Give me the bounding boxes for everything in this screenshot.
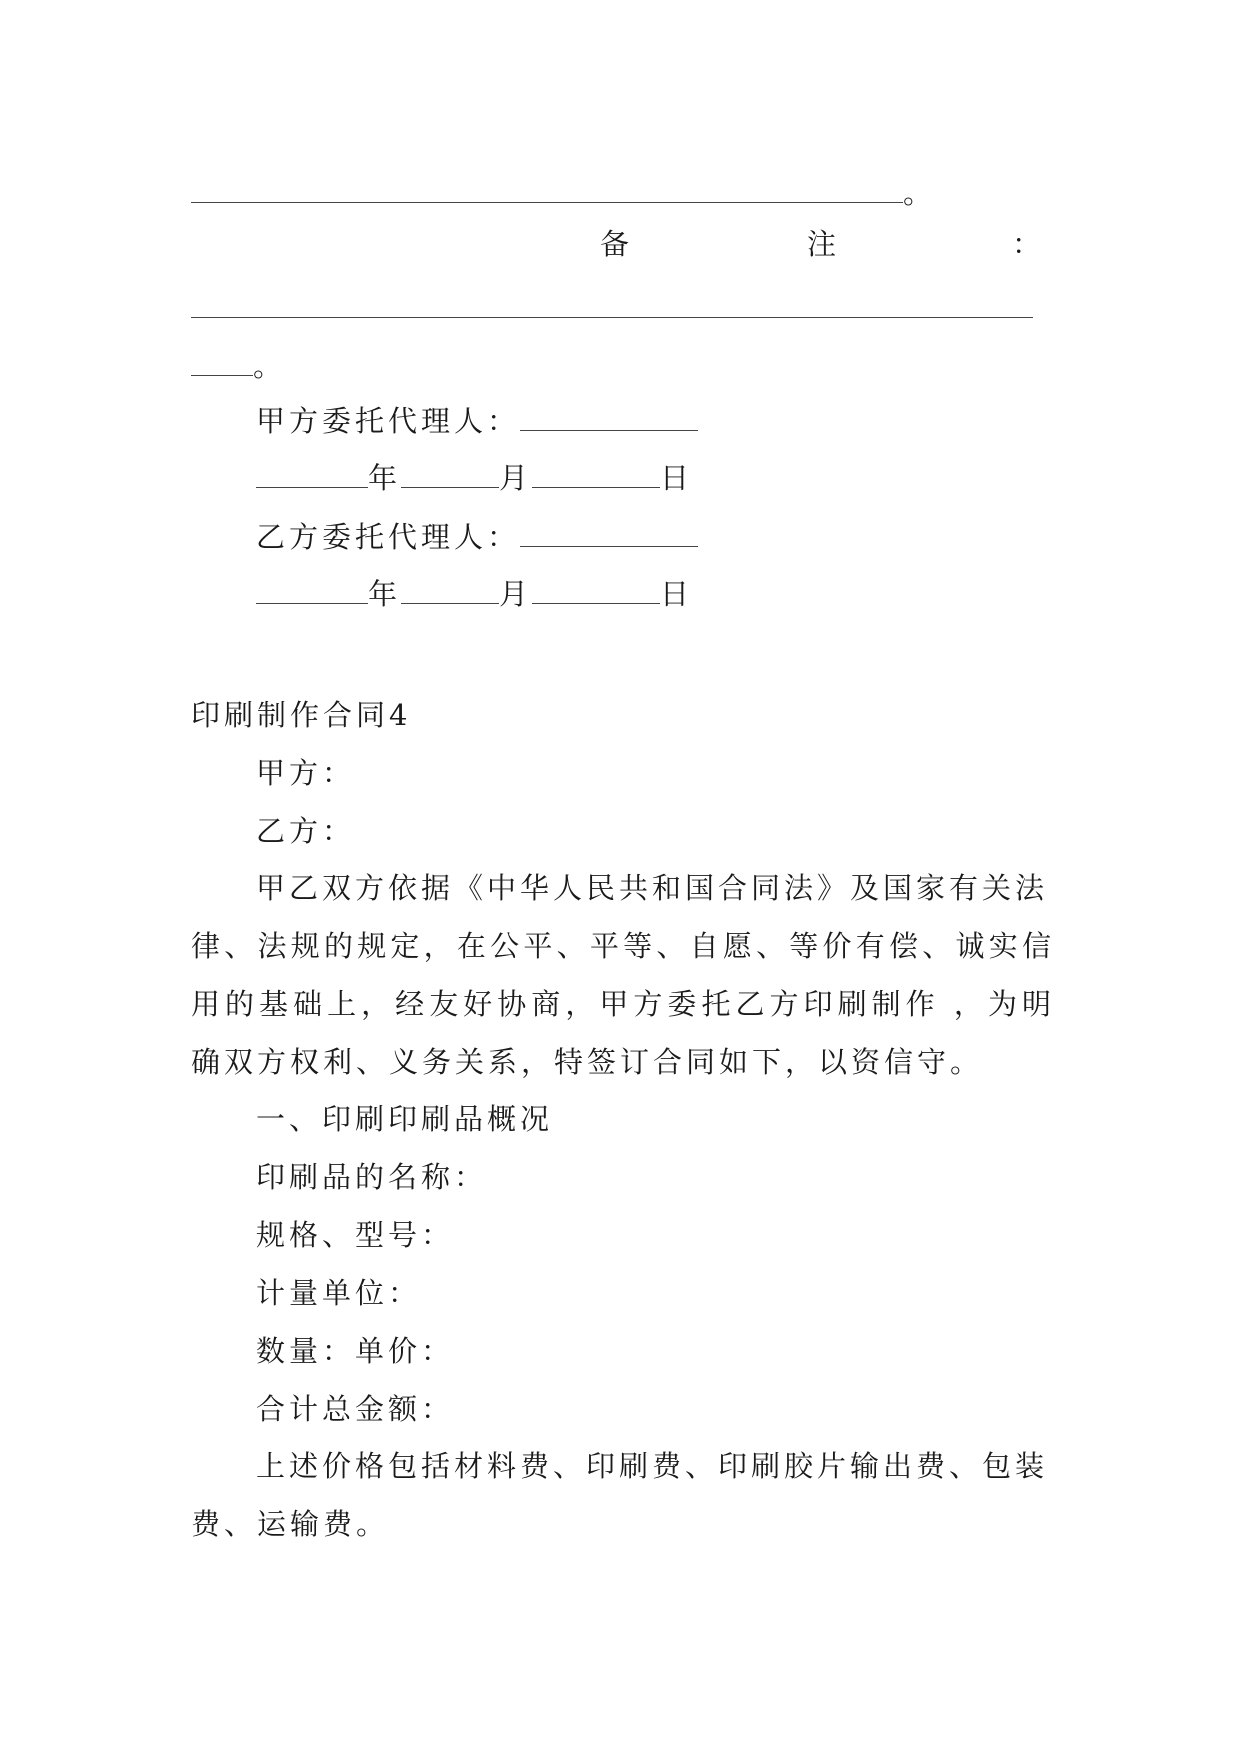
period: 。 xyxy=(253,349,287,383)
intro-line-4: 确双方权利、义务关系，特签订合同如下，以资信守。 xyxy=(191,1045,984,1079)
party-a-date-line xyxy=(256,458,693,498)
year-blank[interactable] xyxy=(256,459,368,488)
intro-line-2: 律、法规的规定，在公平、平等、自愿、等价有偿、诚实信 xyxy=(191,929,1051,963)
remarks-colon-line xyxy=(1012,224,1045,264)
fill-line-2 xyxy=(191,288,1033,328)
year-label: 年 xyxy=(368,577,402,611)
field-name: 印刷品的名称： xyxy=(256,1160,488,1194)
party-b-agent-blank[interactable] xyxy=(520,518,698,547)
party-a-agent-label: 甲方委托代理人： xyxy=(256,404,521,438)
month-blank[interactable] xyxy=(401,459,499,488)
day-label: 日 xyxy=(660,577,694,611)
party-b-label: 乙方： xyxy=(256,814,356,848)
field-unit: 计量单位： xyxy=(256,1276,422,1310)
month-label: 月 xyxy=(499,461,533,495)
price-note-line-2: 费、运输费。 xyxy=(191,1507,390,1541)
intro-line-1: 甲乙双方依据《中华人民共和国合同法》及国家有关法 xyxy=(256,871,1049,905)
day-label: 日 xyxy=(660,461,694,495)
party-b-agent-label: 乙方委托代理人： xyxy=(256,520,521,554)
contract-title: 印刷制作合同4 xyxy=(191,698,412,732)
price-note-line-1: 上述价格包括材料费、印刷费、印刷胶片输出费、包装 xyxy=(256,1449,1049,1483)
field-qty-price: 数量：单价： xyxy=(256,1334,455,1368)
year-blank[interactable] xyxy=(256,575,368,604)
remarks-line xyxy=(600,224,1014,264)
remarks-colon: ： xyxy=(1012,227,1046,261)
day-blank[interactable] xyxy=(532,575,660,604)
blank-underline[interactable] xyxy=(191,174,903,203)
period: 。 xyxy=(903,176,937,210)
field-total: 合计总金额： xyxy=(256,1392,455,1426)
party-a-label: 甲方： xyxy=(256,756,356,790)
fill-line-3 xyxy=(191,346,286,386)
party-b-date-line xyxy=(256,574,693,614)
month-label: 月 xyxy=(499,577,533,611)
blank-underline[interactable] xyxy=(191,347,253,376)
party-a-agent-blank[interactable] xyxy=(520,402,698,431)
blank-underline[interactable] xyxy=(191,289,1033,318)
month-blank[interactable] xyxy=(401,575,499,604)
intro-line-3: 用的基础上，经友好协商，甲方委托乙方印刷制作 ，为明 xyxy=(191,987,1051,1021)
day-blank[interactable] xyxy=(532,459,660,488)
remarks-label: 备注 xyxy=(600,227,1015,261)
party-a-agent-line xyxy=(256,401,698,441)
section-1-heading: 一、印刷印刷品概况 xyxy=(256,1102,554,1136)
field-spec: 规格、型号： xyxy=(256,1218,455,1252)
fill-line-1 xyxy=(191,173,936,213)
party-b-agent-line xyxy=(256,517,698,557)
year-label: 年 xyxy=(368,461,402,495)
